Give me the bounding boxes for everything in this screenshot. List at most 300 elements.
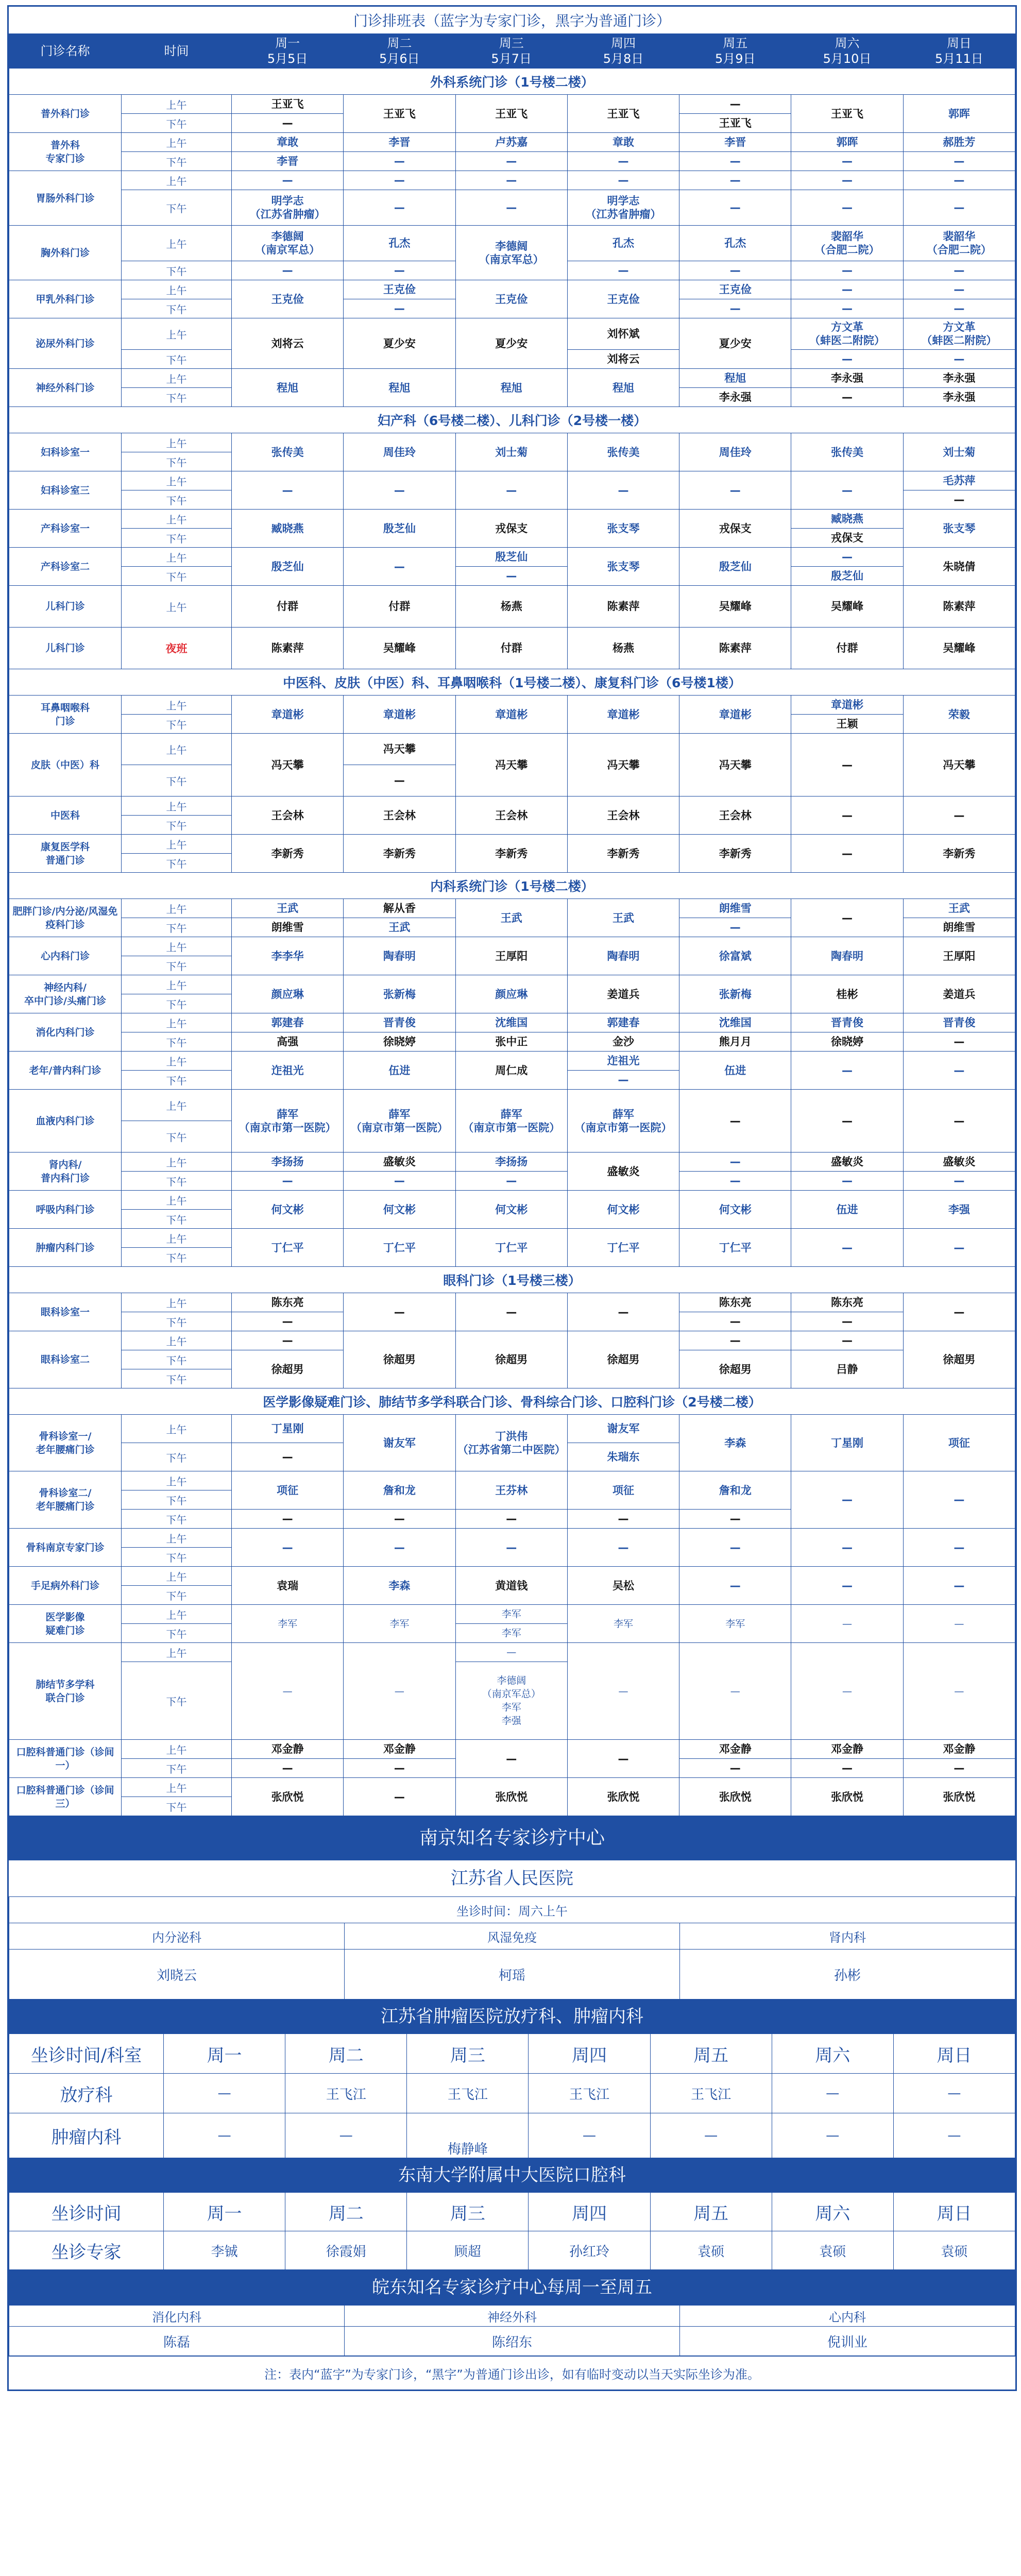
doctor-cell: — bbox=[344, 261, 455, 280]
doctor-cell: 吴耀峰 bbox=[679, 586, 791, 628]
hospital1-title: 江苏省人民医院 bbox=[9, 1860, 1015, 1896]
doctor-cell: 李德阔 （南京军总） 李军 李强 bbox=[455, 1662, 567, 1740]
doctor-cell: 陶春明 bbox=[791, 937, 903, 975]
hospital2-cell: 王飞江 bbox=[650, 2074, 772, 2113]
time-slot: 下午 bbox=[122, 816, 232, 835]
doctor-cell: 殷芝仙 bbox=[344, 510, 455, 548]
time-slot: 上午 bbox=[122, 835, 232, 854]
doctor-cell: 李晋 bbox=[232, 152, 344, 171]
section-row bbox=[9, 1388, 1015, 1415]
doctor-cell: 王武 bbox=[567, 899, 679, 937]
doctor-cell: — bbox=[232, 471, 344, 510]
wandong-doctor: 倪训业 bbox=[680, 2327, 1015, 2356]
doctor-cell: — bbox=[567, 1510, 679, 1529]
header-day-7: 周日 5月11日 bbox=[903, 34, 1015, 69]
doctor-cell: 章道彬 bbox=[455, 696, 567, 734]
doctor-cell: — bbox=[344, 1172, 455, 1191]
doctor-cell: 冯天攀 bbox=[232, 734, 344, 796]
doctor-cell: 夏少安 bbox=[455, 318, 567, 369]
header-day-1: 周一 5月5日 bbox=[232, 34, 344, 69]
time-slot: 上午 bbox=[122, 1331, 232, 1350]
dept-name: 普外科 专家门诊 bbox=[9, 133, 122, 171]
doctor-cell: 沈维国 bbox=[679, 1013, 791, 1032]
dept-name: 胸外科门诊 bbox=[9, 226, 122, 280]
dept-name: 骨科诊室一/ 老年腰痛门诊 bbox=[9, 1415, 122, 1471]
doctor-cell: 熊月月 bbox=[679, 1032, 791, 1052]
time-slot: 上午 bbox=[122, 226, 232, 261]
doctor-cell: 詹和龙 bbox=[679, 1471, 791, 1510]
doctor-cell: — bbox=[344, 1510, 455, 1529]
doctor-cell: — bbox=[232, 1172, 344, 1191]
hospital3-header: 周日 bbox=[893, 2193, 1015, 2231]
doctor-cell: 徐超男 bbox=[344, 1331, 455, 1388]
doctor-cell: 王武 bbox=[903, 899, 1015, 918]
hospital3-cell: 李铖 bbox=[164, 2231, 285, 2270]
time-slot: 上午 bbox=[122, 796, 232, 816]
doctor-cell: — bbox=[344, 1778, 455, 1816]
doctor-cell: 张支琴 bbox=[567, 548, 679, 586]
section-title: 妇产科（6号楼二楼）、儿科门诊（2号楼一楼） bbox=[9, 407, 1015, 433]
time-slot: 下午 bbox=[122, 1490, 232, 1510]
section-title: 眼科门诊（1号楼三楼） bbox=[9, 1267, 1015, 1293]
doctor-cell: 王亚飞 bbox=[232, 95, 344, 114]
doctor-cell: 吴耀峰 bbox=[791, 586, 903, 628]
header-day-4: 周四 5月8日 bbox=[567, 34, 679, 69]
doctor-cell: — bbox=[791, 796, 903, 835]
doctor-cell: — bbox=[679, 152, 791, 171]
doctor-cell: — bbox=[567, 171, 679, 190]
dept-name: 普外科门诊 bbox=[9, 95, 122, 133]
time-slot: 上午 bbox=[122, 471, 232, 490]
hospital2-cell: — bbox=[772, 2074, 893, 2113]
doctor-cell: 孔杰 bbox=[344, 226, 455, 261]
time-slot: 下午 bbox=[122, 1121, 232, 1153]
doctor-cell: 袁瑞 bbox=[232, 1567, 344, 1605]
doctor-cell: 丁星刚 bbox=[791, 1415, 903, 1471]
doctor-cell: 徐晓婷 bbox=[344, 1032, 455, 1052]
doctor-cell: 李新秀 bbox=[679, 835, 791, 873]
doctor-cell: 张传美 bbox=[791, 433, 903, 471]
doctor-cell: — bbox=[232, 1643, 344, 1740]
hospital1-dept: 风湿免疫 bbox=[345, 1923, 680, 1950]
doctor-cell: 朱晓倩 bbox=[903, 548, 1015, 586]
doctor-cell: 张支琴 bbox=[903, 510, 1015, 548]
doctor-cell: 章道彬 bbox=[344, 696, 455, 734]
doctor-cell: — bbox=[791, 261, 903, 280]
doctor-cell: 冯天攀 bbox=[903, 734, 1015, 796]
doctor-cell: — bbox=[344, 1293, 455, 1331]
time-slot: 上午 bbox=[122, 1471, 232, 1490]
doctor-cell: 王武 bbox=[232, 899, 344, 918]
section-title: 内科系统门诊（1号楼二楼） bbox=[9, 873, 1015, 899]
hospital2-cell: 梅静峰 bbox=[407, 2113, 529, 2158]
dept-name: 骨科诊室二/ 老年腰痛门诊 bbox=[9, 1471, 122, 1529]
doctor-cell: 李新秀 bbox=[455, 835, 567, 873]
doctor-cell: 殷芝仙 bbox=[791, 567, 903, 586]
doctor-cell: 王亚飞 bbox=[344, 95, 455, 133]
doctor-cell: — bbox=[344, 765, 455, 796]
doctor-cell: — bbox=[455, 471, 567, 510]
doctor-cell: — bbox=[903, 1090, 1015, 1153]
doctor-cell: 李扬扬 bbox=[455, 1153, 567, 1172]
doctor-cell: — bbox=[567, 1643, 679, 1740]
doctor-cell: — bbox=[791, 152, 903, 171]
time-slot: 上午 bbox=[122, 95, 232, 114]
doctor-cell: 付群 bbox=[791, 628, 903, 669]
hospital2-table bbox=[9, 2033, 1015, 2158]
hospital3-header: 周一 bbox=[164, 2193, 285, 2231]
doctor-cell: 王会林 bbox=[232, 796, 344, 835]
doctor-cell: 李晋 bbox=[344, 133, 455, 152]
time-slot: 下午 bbox=[122, 1369, 232, 1388]
doctor-cell: 臧晓燕 bbox=[232, 510, 344, 548]
hospital1-time: 坐诊时间：周六上午 bbox=[9, 1897, 1015, 1923]
doctor-cell: — bbox=[903, 1229, 1015, 1267]
doctor-cell: — bbox=[791, 350, 903, 369]
doctor-cell: 郭晖 bbox=[791, 133, 903, 152]
hospital3-header: 周五 bbox=[650, 2193, 772, 2231]
doctor-cell: 姜道兵 bbox=[567, 975, 679, 1013]
doctor-cell: — bbox=[567, 1529, 679, 1567]
dept-name: 中医科 bbox=[9, 796, 122, 835]
doctor-cell: 李森 bbox=[344, 1567, 455, 1605]
doctor-cell: 程旭 bbox=[567, 369, 679, 407]
wandong-doctor: 陈磊 bbox=[9, 2327, 345, 2356]
doctor-cell: 张欣悦 bbox=[455, 1778, 567, 1816]
doctor-cell: 项征 bbox=[567, 1471, 679, 1510]
dept-name: 眼科诊室一 bbox=[9, 1293, 122, 1331]
doctor-cell: 郭晖 bbox=[903, 95, 1015, 133]
doctor-cell: 李新秀 bbox=[567, 835, 679, 873]
doctor-cell: — bbox=[679, 1529, 791, 1567]
time-slot: 下午 bbox=[122, 1350, 232, 1369]
doctor-cell: — bbox=[679, 95, 791, 114]
hospital3-cell: 袁硕 bbox=[772, 2231, 893, 2270]
time-slot: 下午 bbox=[122, 490, 232, 510]
doctor-cell: — bbox=[455, 1293, 567, 1331]
hospital3-header: 周三 bbox=[407, 2193, 529, 2231]
time-slot: 下午 bbox=[122, 1032, 232, 1052]
hospital3-header: 周二 bbox=[285, 2193, 407, 2231]
doctor-cell: 张欣悦 bbox=[232, 1778, 344, 1816]
doctor-cell: 张新梅 bbox=[344, 975, 455, 1013]
header-row bbox=[9, 34, 1015, 69]
hospital2-cell: — bbox=[164, 2074, 285, 2113]
doctor-cell: — bbox=[903, 261, 1015, 280]
time-slot: 上午 bbox=[122, 1567, 232, 1586]
doctor-cell: 何文彬 bbox=[455, 1191, 567, 1229]
doctor-cell: 裴韶华 （合肥二院） bbox=[903, 226, 1015, 261]
doctor-cell: 章道彬 bbox=[232, 696, 344, 734]
hospital2-title: 江苏省肿瘤医院放疗科、肿瘤内科 bbox=[9, 1999, 1015, 2033]
doctor-cell: — bbox=[791, 280, 903, 299]
time-slot: 上午 bbox=[122, 1778, 232, 1797]
doctor-cell: — bbox=[679, 1643, 791, 1740]
doctor-cell: — bbox=[903, 299, 1015, 318]
doctor-cell: 殷芝仙 bbox=[679, 548, 791, 586]
doctor-cell: 丁仁平 bbox=[455, 1229, 567, 1267]
doctor-cell: 徐超男 bbox=[679, 1350, 791, 1388]
doctor-cell: 殷芝仙 bbox=[455, 548, 567, 567]
header-day-2: 周二 5月6日 bbox=[344, 34, 455, 69]
doctor-cell: — bbox=[679, 1567, 791, 1605]
section-row bbox=[9, 669, 1015, 696]
doctor-cell: 迮祖光 bbox=[567, 1052, 679, 1071]
section-row bbox=[9, 1267, 1015, 1293]
doctor-cell: — bbox=[903, 1032, 1015, 1052]
doctor-cell: — bbox=[455, 1172, 567, 1191]
doctor-cell: 王克俭 bbox=[679, 280, 791, 299]
doctor-cell: 迮祖光 bbox=[232, 1052, 344, 1090]
doctor-cell: 明学志 （江苏省肿瘤） bbox=[567, 190, 679, 226]
time-slot: 上午 bbox=[122, 734, 232, 765]
doctor-cell: — bbox=[903, 152, 1015, 171]
dept-name: 消化内科门诊 bbox=[9, 1013, 122, 1052]
doctor-cell: — bbox=[455, 1529, 567, 1567]
hospital3-table bbox=[9, 2192, 1015, 2270]
doctor-cell: 何文彬 bbox=[232, 1191, 344, 1229]
time-slot: 下午 bbox=[122, 854, 232, 873]
doctor-cell: 张新梅 bbox=[679, 975, 791, 1013]
doctor-cell: 方文革 （蚌医二附院） bbox=[903, 318, 1015, 350]
doctor-cell: — bbox=[232, 261, 344, 280]
doctor-cell: — bbox=[232, 114, 344, 133]
doctor-cell: 付群 bbox=[455, 628, 567, 669]
doctor-cell: — bbox=[903, 1605, 1015, 1643]
time-slot: 上午 bbox=[122, 133, 232, 152]
time-slot: 上午 bbox=[122, 1191, 232, 1210]
doctor-cell: 徐富斌 bbox=[679, 937, 791, 975]
header-day-5: 周五 5月9日 bbox=[679, 34, 791, 69]
doctor-cell: 李新秀 bbox=[903, 835, 1015, 873]
time-slot: 下午 bbox=[122, 1510, 232, 1529]
doctor-cell: 李强 bbox=[903, 1191, 1015, 1229]
doctor-cell: 李新秀 bbox=[344, 835, 455, 873]
doctor-cell: 程旭 bbox=[344, 369, 455, 407]
doctor-cell: 王会林 bbox=[455, 796, 567, 835]
doctor-cell: 解从香 bbox=[344, 899, 455, 918]
doctor-cell: 孔杰 bbox=[679, 226, 791, 261]
doctor-cell: 王武 bbox=[344, 918, 455, 937]
doctor-cell: 王厚阳 bbox=[903, 937, 1015, 975]
doctor-cell: 章道彬 bbox=[791, 696, 903, 715]
time-slot: 下午 bbox=[122, 918, 232, 937]
doctor-cell: — bbox=[344, 548, 455, 586]
doctor-cell: 周仁成 bbox=[455, 1052, 567, 1090]
time-slot: 下午 bbox=[122, 299, 232, 318]
dept-name: 手足病外科门诊 bbox=[9, 1567, 122, 1605]
doctor-cell: 章道彬 bbox=[567, 696, 679, 734]
header-day-6: 周六 5月10日 bbox=[791, 34, 903, 69]
hospital3-cell: 顾超 bbox=[407, 2231, 529, 2270]
wandong-table bbox=[9, 2305, 1015, 2356]
doctor-cell: 颜应琳 bbox=[232, 975, 344, 1013]
doctor-cell: — bbox=[455, 171, 567, 190]
doctor-cell: 刘将云 bbox=[567, 350, 679, 369]
doctor-cell: — bbox=[679, 1172, 791, 1191]
doctor-cell: 王亚飞 bbox=[791, 95, 903, 133]
dept-name: 皮肤（中医）科 bbox=[9, 734, 122, 796]
doctor-cell: — bbox=[455, 152, 567, 171]
dept-name: 心内科门诊 bbox=[9, 937, 122, 975]
time-slot: 下午 bbox=[122, 1443, 232, 1471]
doctor-cell: 伍进 bbox=[791, 1191, 903, 1229]
doctor-cell: 何文彬 bbox=[679, 1191, 791, 1229]
doctor-cell: 毛苏萍 bbox=[903, 471, 1015, 490]
time-slot: 下午 bbox=[122, 994, 232, 1013]
doctor-cell: 孔杰 bbox=[567, 226, 679, 261]
doctor-cell: 薛军 （南京市第一医院） bbox=[344, 1090, 455, 1153]
doctor-cell: — bbox=[791, 1643, 903, 1740]
doctor-cell: 王会林 bbox=[567, 796, 679, 835]
doctor-cell: 李永强 bbox=[679, 388, 791, 407]
hospital2-dept: 肿瘤内科 bbox=[9, 2113, 164, 2158]
doctor-cell: 丁仁平 bbox=[567, 1229, 679, 1267]
doctor-cell: 王厚阳 bbox=[455, 937, 567, 975]
hospital2-cell: — bbox=[164, 2113, 285, 2158]
time-slot: 下午 bbox=[122, 956, 232, 975]
hospital1-table bbox=[9, 1896, 1015, 1999]
hospital2-cell: — bbox=[529, 2113, 650, 2158]
doctor-cell: 詹和龙 bbox=[344, 1471, 455, 1510]
doctor-cell: 吴松 bbox=[567, 1567, 679, 1605]
doctor-cell: — bbox=[791, 1229, 903, 1267]
doctor-cell: 徐超男 bbox=[567, 1331, 679, 1388]
doctor-cell: — bbox=[903, 280, 1015, 299]
time-slot: 下午 bbox=[122, 1624, 232, 1643]
doctor-cell: — bbox=[791, 471, 903, 510]
doctor-cell: 吕静 bbox=[791, 1350, 903, 1388]
doctor-cell: 王亚飞 bbox=[567, 95, 679, 133]
doctor-cell: — bbox=[791, 1567, 903, 1605]
hospital1-dept: 肾内科 bbox=[680, 1923, 1015, 1950]
doctor-cell: 徐超男 bbox=[232, 1350, 344, 1388]
expert-center-panel bbox=[9, 1816, 1015, 2391]
doctor-cell: 徐超男 bbox=[455, 1331, 567, 1388]
doctor-cell: — bbox=[791, 548, 903, 567]
hospital2-cell: — bbox=[285, 2113, 407, 2158]
doctor-cell: — bbox=[567, 261, 679, 280]
doctor-cell: 黄道钱 bbox=[455, 1567, 567, 1605]
dept-name: 呼吸内科门诊 bbox=[9, 1191, 122, 1229]
doctor-cell: 程旭 bbox=[232, 369, 344, 407]
doctor-cell: — bbox=[903, 350, 1015, 369]
doctor-cell: — bbox=[679, 471, 791, 510]
doctor-cell: — bbox=[344, 299, 455, 318]
doctor-cell: 金沙 bbox=[567, 1032, 679, 1052]
dept-name: 肺结节多学科 联合门诊 bbox=[9, 1643, 122, 1740]
time-slot: 上午 bbox=[122, 899, 232, 918]
doctor-cell: — bbox=[679, 918, 791, 937]
doctor-cell: — bbox=[344, 152, 455, 171]
doctor-cell: 沈维国 bbox=[455, 1013, 567, 1032]
doctor-cell: — bbox=[903, 796, 1015, 835]
doctor-cell: 冯天攀 bbox=[679, 734, 791, 796]
hospital2-cell: — bbox=[893, 2074, 1015, 2113]
doctor-cell: 丁仁平 bbox=[232, 1229, 344, 1267]
doctor-cell: 李晋 bbox=[679, 133, 791, 152]
doctor-cell: 张支琴 bbox=[567, 510, 679, 548]
wandong-dept: 消化内科 bbox=[9, 2306, 345, 2327]
dept-name: 口腔科普通门诊（诊间一） bbox=[9, 1740, 122, 1778]
doctor-cell: 丁星刚 bbox=[232, 1415, 344, 1443]
dept-name: 老年/普内科门诊 bbox=[9, 1052, 122, 1090]
hospital2-cell: 王飞江 bbox=[407, 2074, 529, 2113]
doctor-cell: — bbox=[903, 1052, 1015, 1090]
doctor-cell: 吴耀峰 bbox=[903, 628, 1015, 669]
doctor-cell: 李永强 bbox=[791, 369, 903, 388]
dept-name: 康复医学科 普通门诊 bbox=[9, 835, 122, 873]
wandong-title: 皖东知名专家诊疗中心每周一至周五 bbox=[9, 2270, 1015, 2305]
doctor-cell: 刘士菊 bbox=[455, 433, 567, 471]
time-slot: 下午 bbox=[122, 1662, 232, 1740]
doctor-cell: — bbox=[791, 1090, 903, 1153]
hospital3-cell: 袁硕 bbox=[650, 2231, 772, 2270]
doctor-cell: 邓金静 bbox=[791, 1740, 903, 1759]
doctor-cell: — bbox=[903, 490, 1015, 510]
doctor-cell: 冯天攀 bbox=[567, 734, 679, 796]
doctor-cell: 盛敏炎 bbox=[344, 1153, 455, 1172]
time-slot: 下午 bbox=[122, 114, 232, 133]
time-slot: 下午 bbox=[122, 261, 232, 280]
doctor-cell: 付群 bbox=[344, 586, 455, 628]
doctor-cell: 晋青俊 bbox=[791, 1013, 903, 1032]
time-slot: 下午 bbox=[122, 1210, 232, 1229]
time-slot: 下午 bbox=[122, 1248, 232, 1267]
doctor-cell: 郭建春 bbox=[567, 1013, 679, 1032]
doctor-cell: 盛敏炎 bbox=[567, 1153, 679, 1191]
dept-name: 泌尿外科门诊 bbox=[9, 318, 122, 369]
doctor-cell: 项征 bbox=[232, 1471, 344, 1510]
time-slot: 下午 bbox=[122, 190, 232, 226]
doctor-cell: 冯天攀 bbox=[455, 734, 567, 796]
hospital1-doctor: 孙彬 bbox=[680, 1950, 1015, 1999]
doctor-cell: 陈东亮 bbox=[679, 1293, 791, 1312]
doctor-cell: 李军 bbox=[344, 1605, 455, 1643]
doctor-cell: 周佳玲 bbox=[679, 433, 791, 471]
doctor-cell: 王克俭 bbox=[567, 280, 679, 318]
hospital2-cell: — bbox=[893, 2113, 1015, 2158]
doctor-cell: 丁仁平 bbox=[679, 1229, 791, 1267]
time-slot: 上午 bbox=[122, 510, 232, 529]
time-slot: 下午 bbox=[122, 388, 232, 407]
doctor-cell: 陈东亮 bbox=[791, 1293, 903, 1312]
doctor-cell: — bbox=[903, 1759, 1015, 1778]
doctor-cell: — bbox=[679, 190, 791, 226]
time-slot: 下午 bbox=[122, 715, 232, 734]
doctor-cell: 戎保支 bbox=[455, 510, 567, 548]
doctor-cell: 徐超男 bbox=[903, 1331, 1015, 1388]
doctor-cell: — bbox=[232, 1759, 344, 1778]
time-slot: 下午 bbox=[122, 1797, 232, 1816]
doctor-cell: — bbox=[679, 261, 791, 280]
hospital2-cell: 王飞江 bbox=[285, 2074, 407, 2113]
time-slot: 上午 bbox=[122, 1052, 232, 1071]
dept-name: 肿瘤内科门诊 bbox=[9, 1229, 122, 1267]
doctor-cell: 项征 bbox=[903, 1415, 1015, 1471]
doctor-cell: 李森 bbox=[679, 1415, 791, 1471]
doctor-cell: 姜道兵 bbox=[903, 975, 1015, 1013]
doctor-cell: 伍进 bbox=[679, 1052, 791, 1090]
hospital2-cell: — bbox=[650, 2113, 772, 2158]
doctor-cell: 陈素萍 bbox=[567, 586, 679, 628]
doctor-cell: 薛军 （南京市第一医院） bbox=[455, 1090, 567, 1153]
doctor-cell: — bbox=[232, 171, 344, 190]
time-slot: 下午 bbox=[122, 567, 232, 586]
doctor-cell: 王颖 bbox=[791, 715, 903, 734]
doctor-cell: 杨燕 bbox=[455, 586, 567, 628]
section-title: 中医科、皮肤（中医）科、耳鼻咽喉科（1号楼二楼）、康复科门诊（6号楼1楼） bbox=[9, 669, 1015, 696]
